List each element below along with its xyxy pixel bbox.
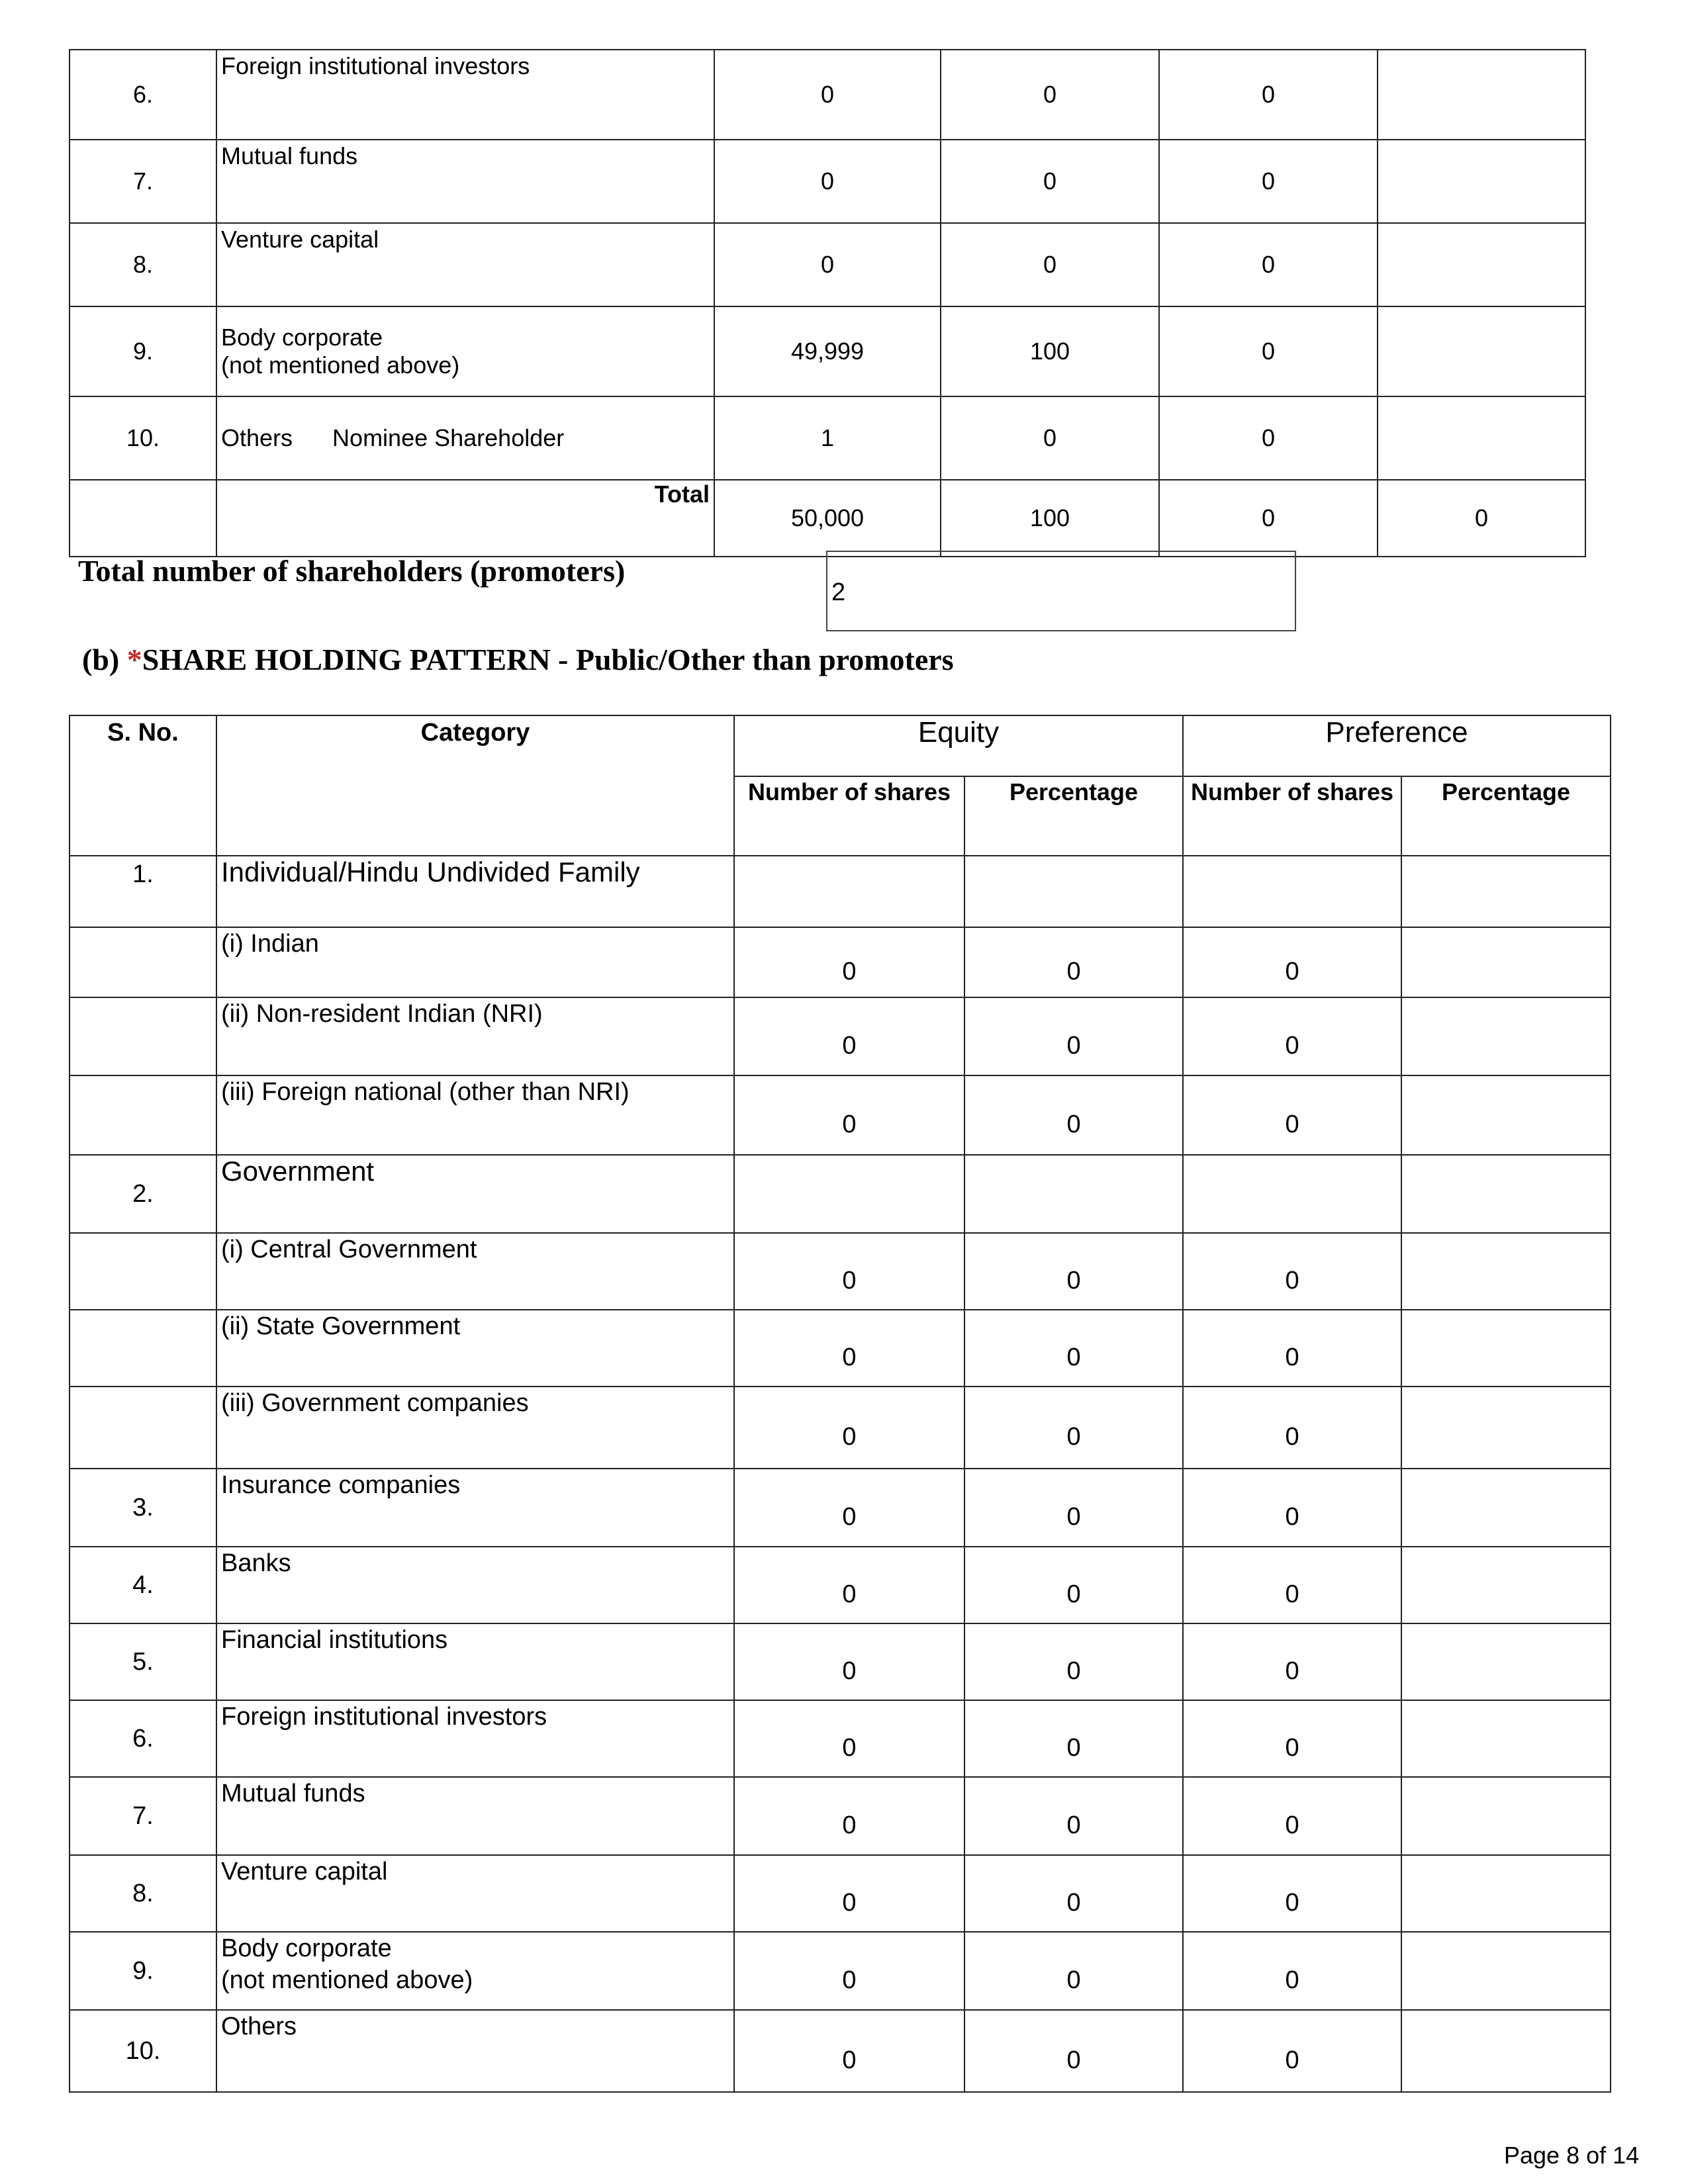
equity-percentage-cell: 0 (964, 1310, 1183, 1387)
preference-percentage-cell (1401, 1777, 1611, 1855)
row-category: Others (216, 2010, 734, 2092)
equity-percentage-cell: 0 (964, 1469, 1183, 1547)
preference-percentage-cell (1401, 1932, 1611, 2010)
equity-shares-cell: 0 (734, 1233, 964, 1310)
row-sno: 9. (70, 1932, 216, 2010)
table-row (70, 1623, 1611, 1700)
promoters-shareholding-table (69, 49, 1586, 557)
table-row (70, 1932, 1611, 2010)
preference-header: Preference (1183, 715, 1611, 776)
equity-percentage-cell: 0 (964, 1700, 1183, 1777)
row-category: Mutual funds (216, 1777, 734, 1855)
category-specify: Nominee Shareholder (332, 424, 565, 451)
equity-shares-cell: 0 (734, 1855, 964, 1932)
equity-percentage-cell: 0 (941, 140, 1159, 223)
preference-percentage-cell (1401, 1547, 1611, 1623)
row-sno: 8. (70, 1855, 216, 1932)
preference-percentage-cell (1401, 1469, 1611, 1547)
row-category: (ii) Non-resident Indian (NRI) (216, 997, 734, 1075)
equity-shares-cell (734, 1155, 964, 1233)
preference-shares-cell (1183, 1155, 1401, 1233)
equity-percentage-cell (964, 1155, 1183, 1233)
equity-percentage-cell: 0 (964, 1623, 1183, 1700)
section-title: SHARE HOLDING PATTERN - Public/Other than promoters (142, 643, 954, 676)
table-row (70, 50, 1585, 140)
equity-shares-cell: 0 (734, 1469, 964, 1547)
total-preference-shares: 0 (1159, 480, 1378, 557)
table-row (70, 1547, 1611, 1623)
category-line-2: (not mentioned above) (221, 1966, 473, 1994)
preference-percentage-cell (1401, 856, 1611, 927)
preference-percentage-cell (1401, 2010, 1611, 2092)
total-label: Total (216, 480, 714, 557)
table-row (70, 927, 1611, 997)
row-category: Government (216, 1155, 734, 1233)
category-label: Others (221, 424, 293, 451)
row-sno: 9. (70, 306, 216, 396)
row-sno (70, 927, 216, 997)
equity-percentage-cell: 0 (941, 50, 1159, 140)
row-sno: 7. (70, 140, 216, 223)
table-row (70, 396, 1585, 480)
row-sno (70, 1387, 216, 1469)
preference-shares-cell: 0 (1183, 1547, 1401, 1623)
preference-percentage-cell (1401, 1075, 1611, 1155)
equity-percentage-cell: 0 (964, 1547, 1183, 1623)
row-sno: 10. (70, 396, 216, 480)
category-header: Category (216, 715, 734, 856)
equity-shares-cell: 0 (734, 1700, 964, 1777)
table-row (70, 223, 1585, 306)
equity-shares-cell: 0 (734, 1310, 964, 1387)
public-shareholding-table (69, 715, 1611, 2093)
preference-shares-cell: 0 (1159, 223, 1378, 306)
row-category: Individual/Hindu Undivided Family (216, 856, 734, 927)
header-row (70, 715, 1611, 776)
table-row (70, 1155, 1611, 1233)
equity-shares-cell: 0 (734, 927, 964, 997)
promoter-count-label: Total number of shareholders (promoters) (78, 554, 626, 588)
promoter-count-field[interactable]: 2 (826, 551, 1296, 631)
category-line-1: Body corporate (221, 1934, 392, 1962)
table-row (70, 997, 1611, 1075)
row-category (216, 396, 714, 480)
preference-shares-cell: 0 (1183, 997, 1401, 1075)
row-category: Venture capital (216, 223, 714, 306)
equity-shares-cell: 0 (714, 140, 941, 223)
preference-shares-cell: 0 (1183, 1777, 1401, 1855)
preference-shares-cell: 0 (1183, 1700, 1401, 1777)
preference-percentage-cell (1378, 140, 1585, 223)
preference-shares-cell: 0 (1159, 396, 1378, 480)
preference-percentage-cell (1401, 1623, 1611, 1700)
preference-percentage-cell (1401, 927, 1611, 997)
equity-percentage-cell: 0 (964, 1777, 1183, 1855)
row-category: (iii) Foreign national (other than NRI) (216, 1075, 734, 1155)
equity-percentage-cell: 0 (941, 396, 1159, 480)
row-category: (i) Indian (216, 927, 734, 997)
section-prefix: (b) (82, 643, 127, 676)
preference-percentage-cell (1378, 306, 1585, 396)
row-sno (70, 1310, 216, 1387)
equity-shares-cell: 0 (734, 1547, 964, 1623)
row-category (216, 1932, 734, 2010)
equity-shares-cell: 0 (714, 50, 941, 140)
equity-shares-cell: 0 (734, 1387, 964, 1469)
preference-percentage-cell (1401, 1155, 1611, 1233)
equity-percentage-cell: 0 (941, 223, 1159, 306)
equity-shares-cell: 0 (734, 1932, 964, 2010)
equity-percentage-cell: 100 (941, 306, 1159, 396)
table-row (70, 1855, 1611, 1932)
total-row (70, 480, 1585, 557)
row-sno: 8. (70, 223, 216, 306)
preference-percentage-cell (1401, 1387, 1611, 1469)
equity-percentage-cell: 0 (964, 1075, 1183, 1155)
equity-shares-cell: 0 (734, 1777, 964, 1855)
mandatory-star: * (126, 643, 142, 676)
preference-number-header: Number of shares (1183, 776, 1401, 856)
preference-shares-cell: 0 (1183, 1310, 1401, 1387)
table-row (70, 1387, 1611, 1469)
sno-header: S. No. (70, 715, 216, 856)
preference-shares-cell: 0 (1183, 1387, 1401, 1469)
equity-percentage-cell: 0 (964, 1233, 1183, 1310)
row-sno (70, 997, 216, 1075)
row-sno: 6. (70, 50, 216, 140)
total-equity-percentage: 100 (941, 480, 1159, 557)
category-line-2: (not mentioned above) (221, 351, 460, 379)
equity-percentage-cell: 0 (964, 2010, 1183, 2092)
equity-shares-cell: 49,999 (714, 306, 941, 396)
preference-percentage-cell (1401, 1700, 1611, 1777)
row-sno (70, 1075, 216, 1155)
row-category: Financial institutions (216, 1623, 734, 1700)
row-sno: 5. (70, 1623, 216, 1700)
equity-percentage-cell: 0 (964, 1932, 1183, 2010)
preference-shares-cell: 0 (1159, 140, 1378, 223)
row-sno: 4. (70, 1547, 216, 1623)
row-category: (iii) Government companies (216, 1387, 734, 1469)
equity-shares-cell: 0 (734, 997, 964, 1075)
equity-shares-cell: 0 (714, 223, 941, 306)
page-number: Page 8 of 14 (1504, 2142, 1640, 2169)
preference-shares-cell: 0 (1183, 2010, 1401, 2092)
preference-percentage-cell (1401, 997, 1611, 1075)
preference-percentage-cell (1401, 1855, 1611, 1932)
equity-header: Equity (734, 715, 1183, 776)
equity-percentage-cell (964, 856, 1183, 927)
row-category (216, 306, 714, 396)
category-line-1: Body corporate (221, 324, 383, 351)
row-sno: 6. (70, 1700, 216, 1777)
preference-shares-cell: 0 (1159, 50, 1378, 140)
preference-shares-cell (1183, 856, 1401, 927)
row-category: Insurance companies (216, 1469, 734, 1547)
table-row (70, 1075, 1611, 1155)
row-sno: 3. (70, 1469, 216, 1547)
equity-shares-cell: 0 (734, 1623, 964, 1700)
equity-percentage-cell: 0 (964, 1855, 1183, 1932)
preference-percentage-header: Percentage (1401, 776, 1611, 856)
equity-percentage-cell: 0 (964, 927, 1183, 997)
preference-shares-cell: 0 (1183, 1855, 1401, 1932)
table-row (70, 1777, 1611, 1855)
preference-shares-cell: 0 (1183, 1469, 1401, 1547)
preference-shares-cell: 0 (1183, 1932, 1401, 2010)
preference-shares-cell: 0 (1183, 1233, 1401, 1310)
table-row (70, 2010, 1611, 2092)
equity-shares-cell: 1 (714, 396, 941, 480)
row-sno: 2. (70, 1155, 216, 1233)
row-sno: 10. (70, 2010, 216, 2092)
section-b-heading (82, 642, 954, 677)
preference-shares-cell: 0 (1183, 927, 1401, 997)
row-category: Foreign institutional investors (216, 1700, 734, 1777)
row-category: Foreign institutional investors (216, 50, 714, 140)
table-row (70, 1700, 1611, 1777)
table-row (70, 1310, 1611, 1387)
row-sno (70, 1233, 216, 1310)
total-equity-shares: 50,000 (714, 480, 941, 557)
preference-percentage-cell (1401, 1233, 1611, 1310)
preference-shares-cell: 0 (1183, 1075, 1401, 1155)
total-preference-percentage: 0 (1378, 480, 1585, 557)
equity-percentage-header: Percentage (964, 776, 1183, 856)
equity-shares-cell: 0 (734, 1075, 964, 1155)
row-category: (i) Central Government (216, 1233, 734, 1310)
table-row (70, 856, 1611, 927)
row-sno: 1. (70, 856, 216, 927)
preference-shares-cell: 0 (1183, 1623, 1401, 1700)
equity-shares-cell (734, 856, 964, 927)
preference-shares-cell: 0 (1159, 306, 1378, 396)
table-row (70, 1469, 1611, 1547)
preference-percentage-cell (1401, 1310, 1611, 1387)
equity-percentage-cell: 0 (964, 997, 1183, 1075)
table-row (70, 1233, 1611, 1310)
row-category: Banks (216, 1547, 734, 1623)
row-category: Mutual funds (216, 140, 714, 223)
row-category: (ii) State Government (216, 1310, 734, 1387)
equity-number-header: Number of shares (734, 776, 964, 856)
equity-percentage-cell: 0 (964, 1387, 1183, 1469)
preference-percentage-cell (1378, 50, 1585, 140)
row-sno: 7. (70, 1777, 216, 1855)
table-row (70, 306, 1585, 396)
row-category: Venture capital (216, 1855, 734, 1932)
equity-shares-cell: 0 (734, 2010, 964, 2092)
table-row (70, 140, 1585, 223)
empty-cell (70, 480, 216, 557)
preference-percentage-cell (1378, 396, 1585, 480)
preference-percentage-cell (1378, 223, 1585, 306)
